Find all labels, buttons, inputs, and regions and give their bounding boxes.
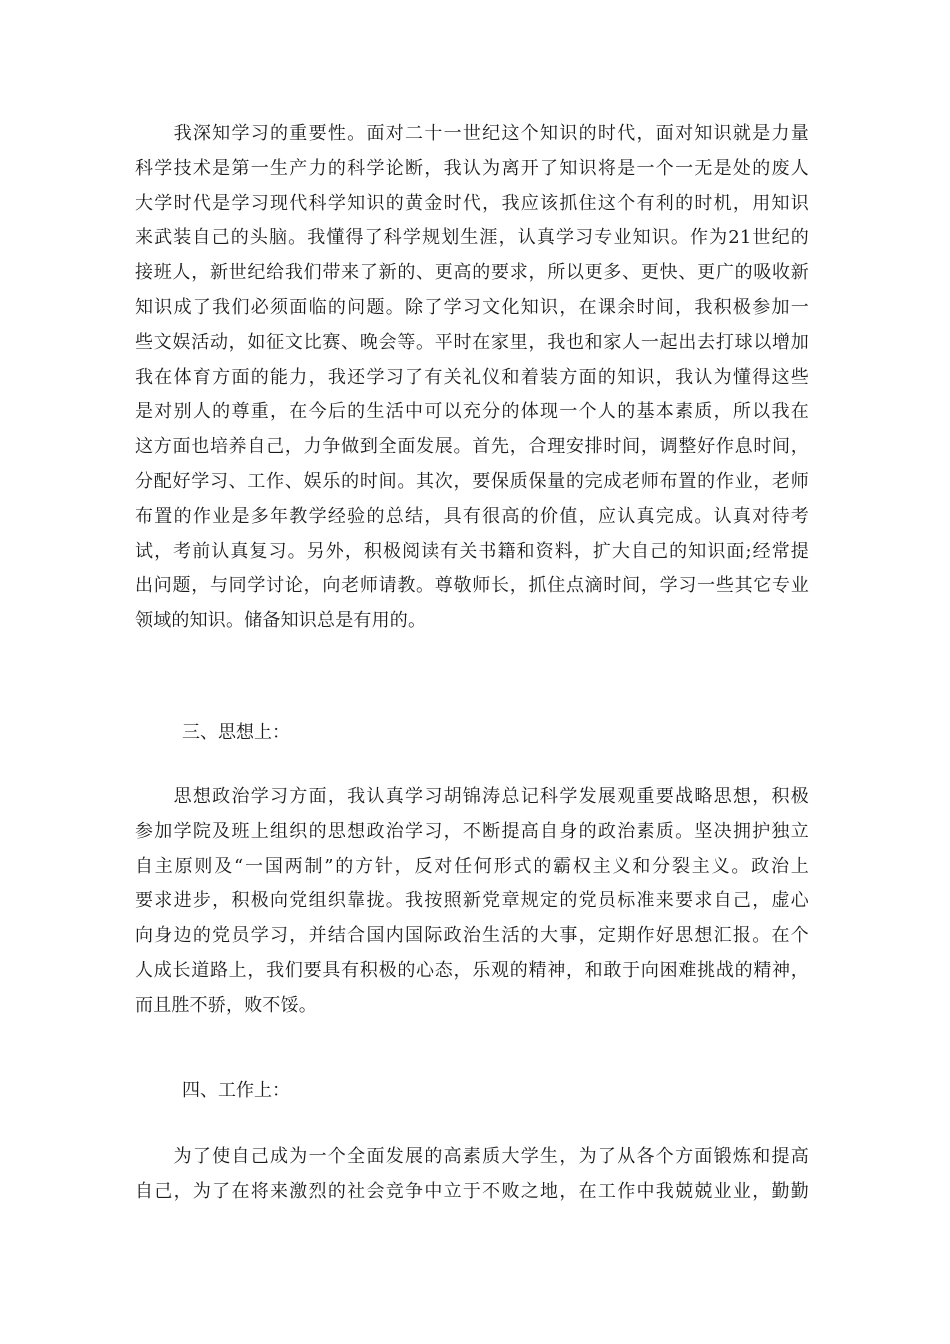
paragraph-line: 要求进步，积极向党组织靠拢。我按照新党章规定的党员标准来要求自己，虚心 [135, 890, 809, 912]
paragraph-line: 分配好学习、工作、娱乐的时间。其次，要保质保量的完成老师布置的作业，老师 [135, 470, 809, 492]
paragraph-line: 向身边的党员学习，并结合国内国际政治生活的大事，定期作好思想汇报。在个 [135, 925, 809, 947]
paragraph-line: 布置的作业是多年教学经验的总结，具有很高的价值，应认真完成。认真对待考 [135, 505, 809, 527]
section-heading-work: 四、工作上： [182, 1080, 290, 1101]
paragraph-line: 这方面也培养自己，力争做到全面发展。首先，合理安排时间，调整好作息时间， [135, 436, 809, 458]
paragraph-line: 出问题，与同学讨论，向老师请教。尊敬师长，抓住点滴时间，学习一些其它专业 [135, 575, 809, 597]
paragraph-line: 领域的知识。储备知识总是有用的。 [135, 610, 427, 632]
paragraph-thought [135, 780, 809, 1024]
paragraph-line: 参加学院及班上组织的思想政治学习，不断提高自身的政治素质。坚决拥护独立 [135, 820, 809, 842]
paragraph-line: 接班人，新世纪给我们带来了新的、更高的要求，所以更多、更快、更广的吸收新 [135, 262, 809, 284]
paragraph-line: 为了使自己成为一个全面发展的高素质大学生，为了从各个方面锻炼和提高 [135, 1146, 809, 1167]
paragraph-line: 些文娱活动，如征文比赛、晚会等。平时在家里，我也和家人一起出去打球以增加 [135, 331, 809, 353]
paragraph-line: 人成长道路上，我们要具有积极的心态，乐观的精神，和敢于向困难挑战的精神， [135, 959, 809, 981]
paragraph-study [135, 117, 809, 639]
paragraph-line: 我深知学习的重要性。面对二十一世纪这个知识的时代，面对知识就是力量 [135, 123, 809, 144]
paragraph-line: 思想政治学习方面，我认真学习胡锦涛总记科学发展观重要战略思想，积极 [135, 786, 809, 807]
section-heading-thought: 三、思想上： [182, 722, 290, 743]
paragraph-line: 大学时代是学习现代科学知识的黄金时代，我应该抓住这个有利的时机，用知识 [135, 192, 809, 214]
paragraph-line: 试，考前认真复习。另外，积极阅读有关书籍和资料，扩大自己的知识面;经常提 [135, 540, 809, 562]
paragraph-line: 来武装自己的头脑。我懂得了科学规划生涯，认真学习专业知识。作为21世纪的 [135, 227, 809, 249]
paragraph-line: 自主原则及“一国两制”的方针，反对任何形式的霸权主义和分裂主义。政治上 [135, 855, 809, 877]
paragraph-line: 知识成了我们必须面临的问题。除了学习文化知识，在课余时间，我积极参加一 [135, 296, 809, 318]
paragraph-line: 自己，为了在将来激烈的社会竞争中立于不败之地，在工作中我兢兢业业，勤勤 [135, 1180, 809, 1202]
paragraph-line: 而且胜不骄，败不馁。 [135, 994, 317, 1016]
paragraph-work [135, 1140, 809, 1210]
paragraph-line: 科学技术是第一生产力的科学论断，我认为离开了知识将是一个一无是处的废人 [135, 157, 809, 179]
paragraph-line: 我在体育方面的能力，我还学习了有关礼仪和着装方面的知识，我认为懂得这些 [135, 366, 809, 388]
paragraph-line: 是对别人的尊重，在今后的生活中可以充分的体现一个人的基本素质，所以我在 [135, 401, 809, 423]
